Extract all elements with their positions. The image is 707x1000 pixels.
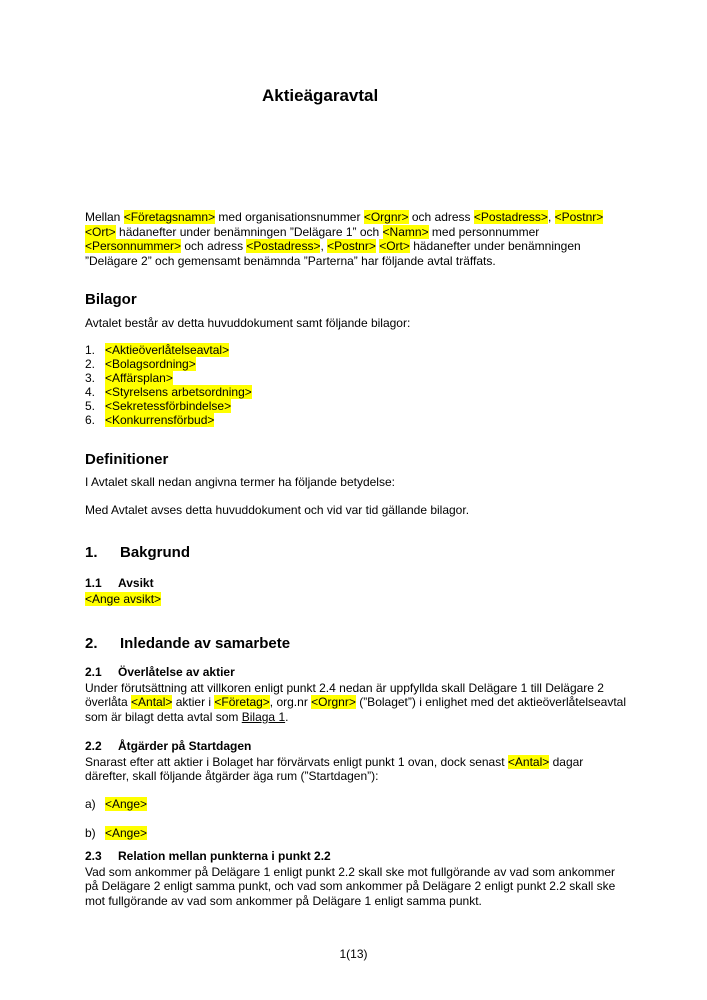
placeholder-highlight: <Orgnr>	[311, 695, 356, 709]
item-number: 3.	[85, 370, 96, 385]
list-item	[85, 385, 650, 399]
placeholder-highlight: <Orgnr>	[363, 210, 409, 224]
bilagor-heading: Bilagor	[85, 291, 137, 308]
section-number: 2.	[85, 634, 98, 652]
list-item	[85, 826, 650, 841]
section-2-heading	[85, 635, 650, 653]
section-title: Överlåtelse av aktier	[118, 664, 235, 679]
placeholder-highlight: <Konkurrensförbud>	[105, 412, 215, 427]
placeholder-highlight: <Postadress>	[246, 239, 321, 253]
placeholder-highlight: <Ange>	[105, 796, 148, 811]
section-2-1-paragraph: Under förutsättning att villkoren enligt punkt 2.4 nedan är uppfyllda skall Delägare 1 till Delägare 2 överlåta <Antal> aktier i <Företag>, org.nr <Orgnr> (”Bolaget”) i enlighet med det aktieöverlåtelseavtal som är bilagt detta avtal som Bilaga 1.	[85, 680, 626, 724]
item-letter: b)	[85, 825, 96, 840]
placeholder-highlight: <Ange>	[105, 825, 148, 840]
definitioner-heading: Definitioner	[85, 450, 169, 468]
section-title: Avsikt	[118, 575, 154, 590]
placeholder-highlight: <Antal>	[507, 754, 550, 769]
intro-paragraph: Mellan <Företagsnamn> med organisationsnummer <Orgnr> och adress <Postadress>, <Postnr> <Ort> hädanefter under benämningen ”Delägare 1” och <Namn> med personnummer <Personnummer> och adress <Postadress>, <Postnr> <Ort> hädanefter under benämningen ”Delägare 2” och gemensamt benämnda ”Parterna” har följande avtal träffats.	[85, 210, 604, 268]
list-item	[85, 371, 650, 385]
section-2-1-heading	[85, 665, 650, 680]
bilagor-lead: Avtalet består av detta huvuddokument samt följande bilagor:	[85, 316, 411, 330]
avsikt-paragraph	[85, 592, 650, 607]
section-2-2-heading	[85, 739, 650, 754]
section-title: Inledande av samarbete	[120, 634, 291, 652]
section-number: 1.1	[85, 575, 102, 590]
list-item	[85, 399, 650, 413]
section-number: 2.1	[85, 664, 102, 679]
placeholder-highlight: <Postnr>	[327, 239, 376, 253]
item-number: 5.	[85, 398, 96, 413]
section-number: 2.2	[85, 738, 102, 753]
section-title: Bakgrund	[120, 543, 191, 561]
list-item	[85, 797, 650, 812]
placeholder-highlight: <Postadress>	[473, 210, 548, 224]
placeholder-highlight: <Postnr>	[554, 210, 604, 224]
placeholder-highlight: <Namn>	[382, 224, 429, 239]
placeholder-highlight: <Personnummer>	[85, 239, 182, 253]
placeholder-highlight: <Bolagsordning>	[105, 356, 196, 371]
bilagor-list	[85, 343, 650, 427]
document-body	[0, 210, 707, 908]
section-title: Åtgärder på Startdagen	[118, 738, 252, 753]
placeholder-highlight: <Aktieöverlåtelseavtal>	[105, 342, 230, 357]
page-number: 1(13)	[339, 946, 368, 961]
section-2-3-paragraph: Vad som ankommer på Delägare 1 enligt punkt 2.2 skall ske mot fullgörande av vad som ankommer på Delägare 2 enligt samma punkt, och vad som ankommer på Delägare 2 enligt punkt 2.2 skall ske mot fullgörande av vad som ankommer på Delägare 1 enligt samma punkt.	[85, 864, 616, 908]
section-2-3-heading	[85, 849, 650, 864]
placeholder-highlight: <Ort>	[85, 224, 116, 239]
list-item	[85, 413, 650, 427]
placeholder-highlight: <Ort>	[379, 239, 410, 253]
placeholder-highlight: <Företagsnamn>	[123, 210, 216, 224]
definitioner-paragraph: Med Avtalet avses detta huvuddokument och vid var tid gällande bilagor.	[85, 502, 470, 517]
placeholder-highlight: <Sekretessförbindelse>	[105, 398, 232, 413]
section-title: Relation mellan punkterna i punkt 2.2	[118, 848, 331, 863]
placeholder-highlight: <Företag>	[214, 695, 270, 709]
section-1-heading	[85, 544, 650, 562]
placeholder-highlight: <Ange avsikt>	[85, 591, 162, 606]
item-letter: a)	[85, 796, 96, 811]
item-number: 1.	[85, 342, 96, 357]
section-number: 2.3	[85, 848, 102, 863]
placeholder-highlight: <Affärsplan>	[105, 370, 173, 385]
placeholder-highlight: <Antal>	[131, 695, 173, 709]
definitioner-paragraph: I Avtalet skall nedan angivna termer ha följande betydelse:	[85, 474, 395, 489]
list-item	[85, 343, 650, 357]
section-number: 1.	[85, 543, 98, 561]
section-2-2-paragraph: Snarast efter att aktier i Bolaget har förvärvats enligt punkt 1 ovan, dock senast <Antal> dagar därefter, skall följande åtgärder äga rum (”Startdagen”):	[85, 754, 584, 783]
list-item	[85, 357, 650, 371]
section-1-1-heading	[85, 576, 650, 591]
document-title: Aktieägaravtal	[262, 86, 379, 105]
item-number: 4.	[85, 384, 96, 399]
bilaga-reference: Bilaga 1	[241, 709, 286, 724]
item-number: 6.	[85, 412, 96, 427]
placeholder-highlight: <Styrelsens arbetsordning>	[105, 384, 252, 399]
item-number: 2.	[85, 356, 96, 371]
